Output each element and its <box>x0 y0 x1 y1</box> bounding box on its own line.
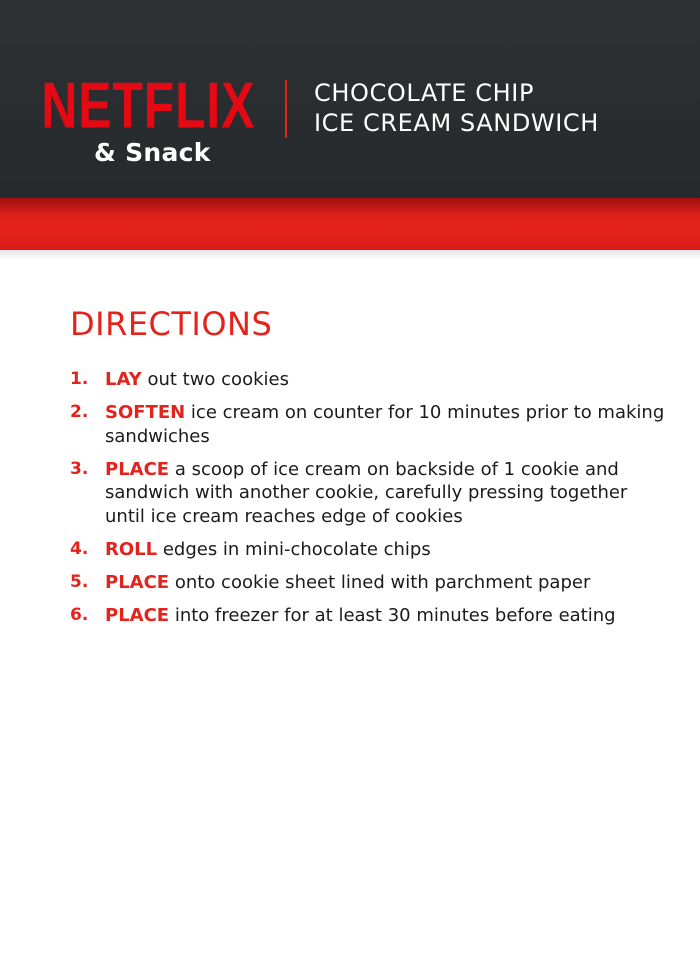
step-number: 4. <box>70 538 89 559</box>
step-text: ice cream on counter for 10 minutes prior to making sandwiches <box>105 402 665 447</box>
subbrand-label: & Snack <box>94 138 211 167</box>
directions-heading: DIRECTIONS <box>70 305 273 343</box>
direction-step <box>70 571 670 595</box>
step-number: 1. <box>70 369 89 389</box>
step-number: 5. <box>70 571 89 592</box>
step-verb: SOFTEN <box>105 402 186 423</box>
step-verb: ROLL <box>105 538 158 560</box>
step-text: a scoop of ice cream on backside of 1 cookie and sandwich with another cookie, carefully pressing together until ice cream reaches edge of cookies <box>105 458 628 527</box>
recipe-title-line-2: ICE CREAM SANDWICH <box>314 109 599 137</box>
header-divider <box>285 80 287 138</box>
step-text: edges in mini-chocolate chips <box>157 538 431 560</box>
recipe-title-line-1: CHOCOLATE CHIP <box>314 79 535 107</box>
direction-step <box>70 538 670 562</box>
directions-list <box>70 368 670 637</box>
brand-wordmark: NETFLIX <box>41 69 255 142</box>
direction-step <box>70 368 670 392</box>
step-verb: PLACE <box>105 458 170 480</box>
step-text: out two cookies <box>141 369 289 390</box>
step-number: 3. <box>70 458 89 479</box>
band-shadow <box>0 250 700 260</box>
step-number: 6. <box>70 604 89 625</box>
netflix-logo <box>40 66 256 146</box>
step-number: 2. <box>70 402 89 422</box>
recipe-title <box>314 78 684 138</box>
red-accent-band <box>0 198 700 250</box>
step-verb: PLACE <box>105 604 170 626</box>
step-text: onto cookie sheet lined with parchment paper <box>169 571 591 593</box>
direction-step <box>70 401 670 448</box>
header-banner <box>0 0 700 198</box>
step-verb: PLACE <box>105 571 170 593</box>
step-text: into freezer for at least 30 minutes before eating <box>169 604 616 626</box>
direction-step <box>70 604 670 628</box>
direction-step <box>70 458 670 529</box>
step-verb: LAY <box>105 369 142 390</box>
